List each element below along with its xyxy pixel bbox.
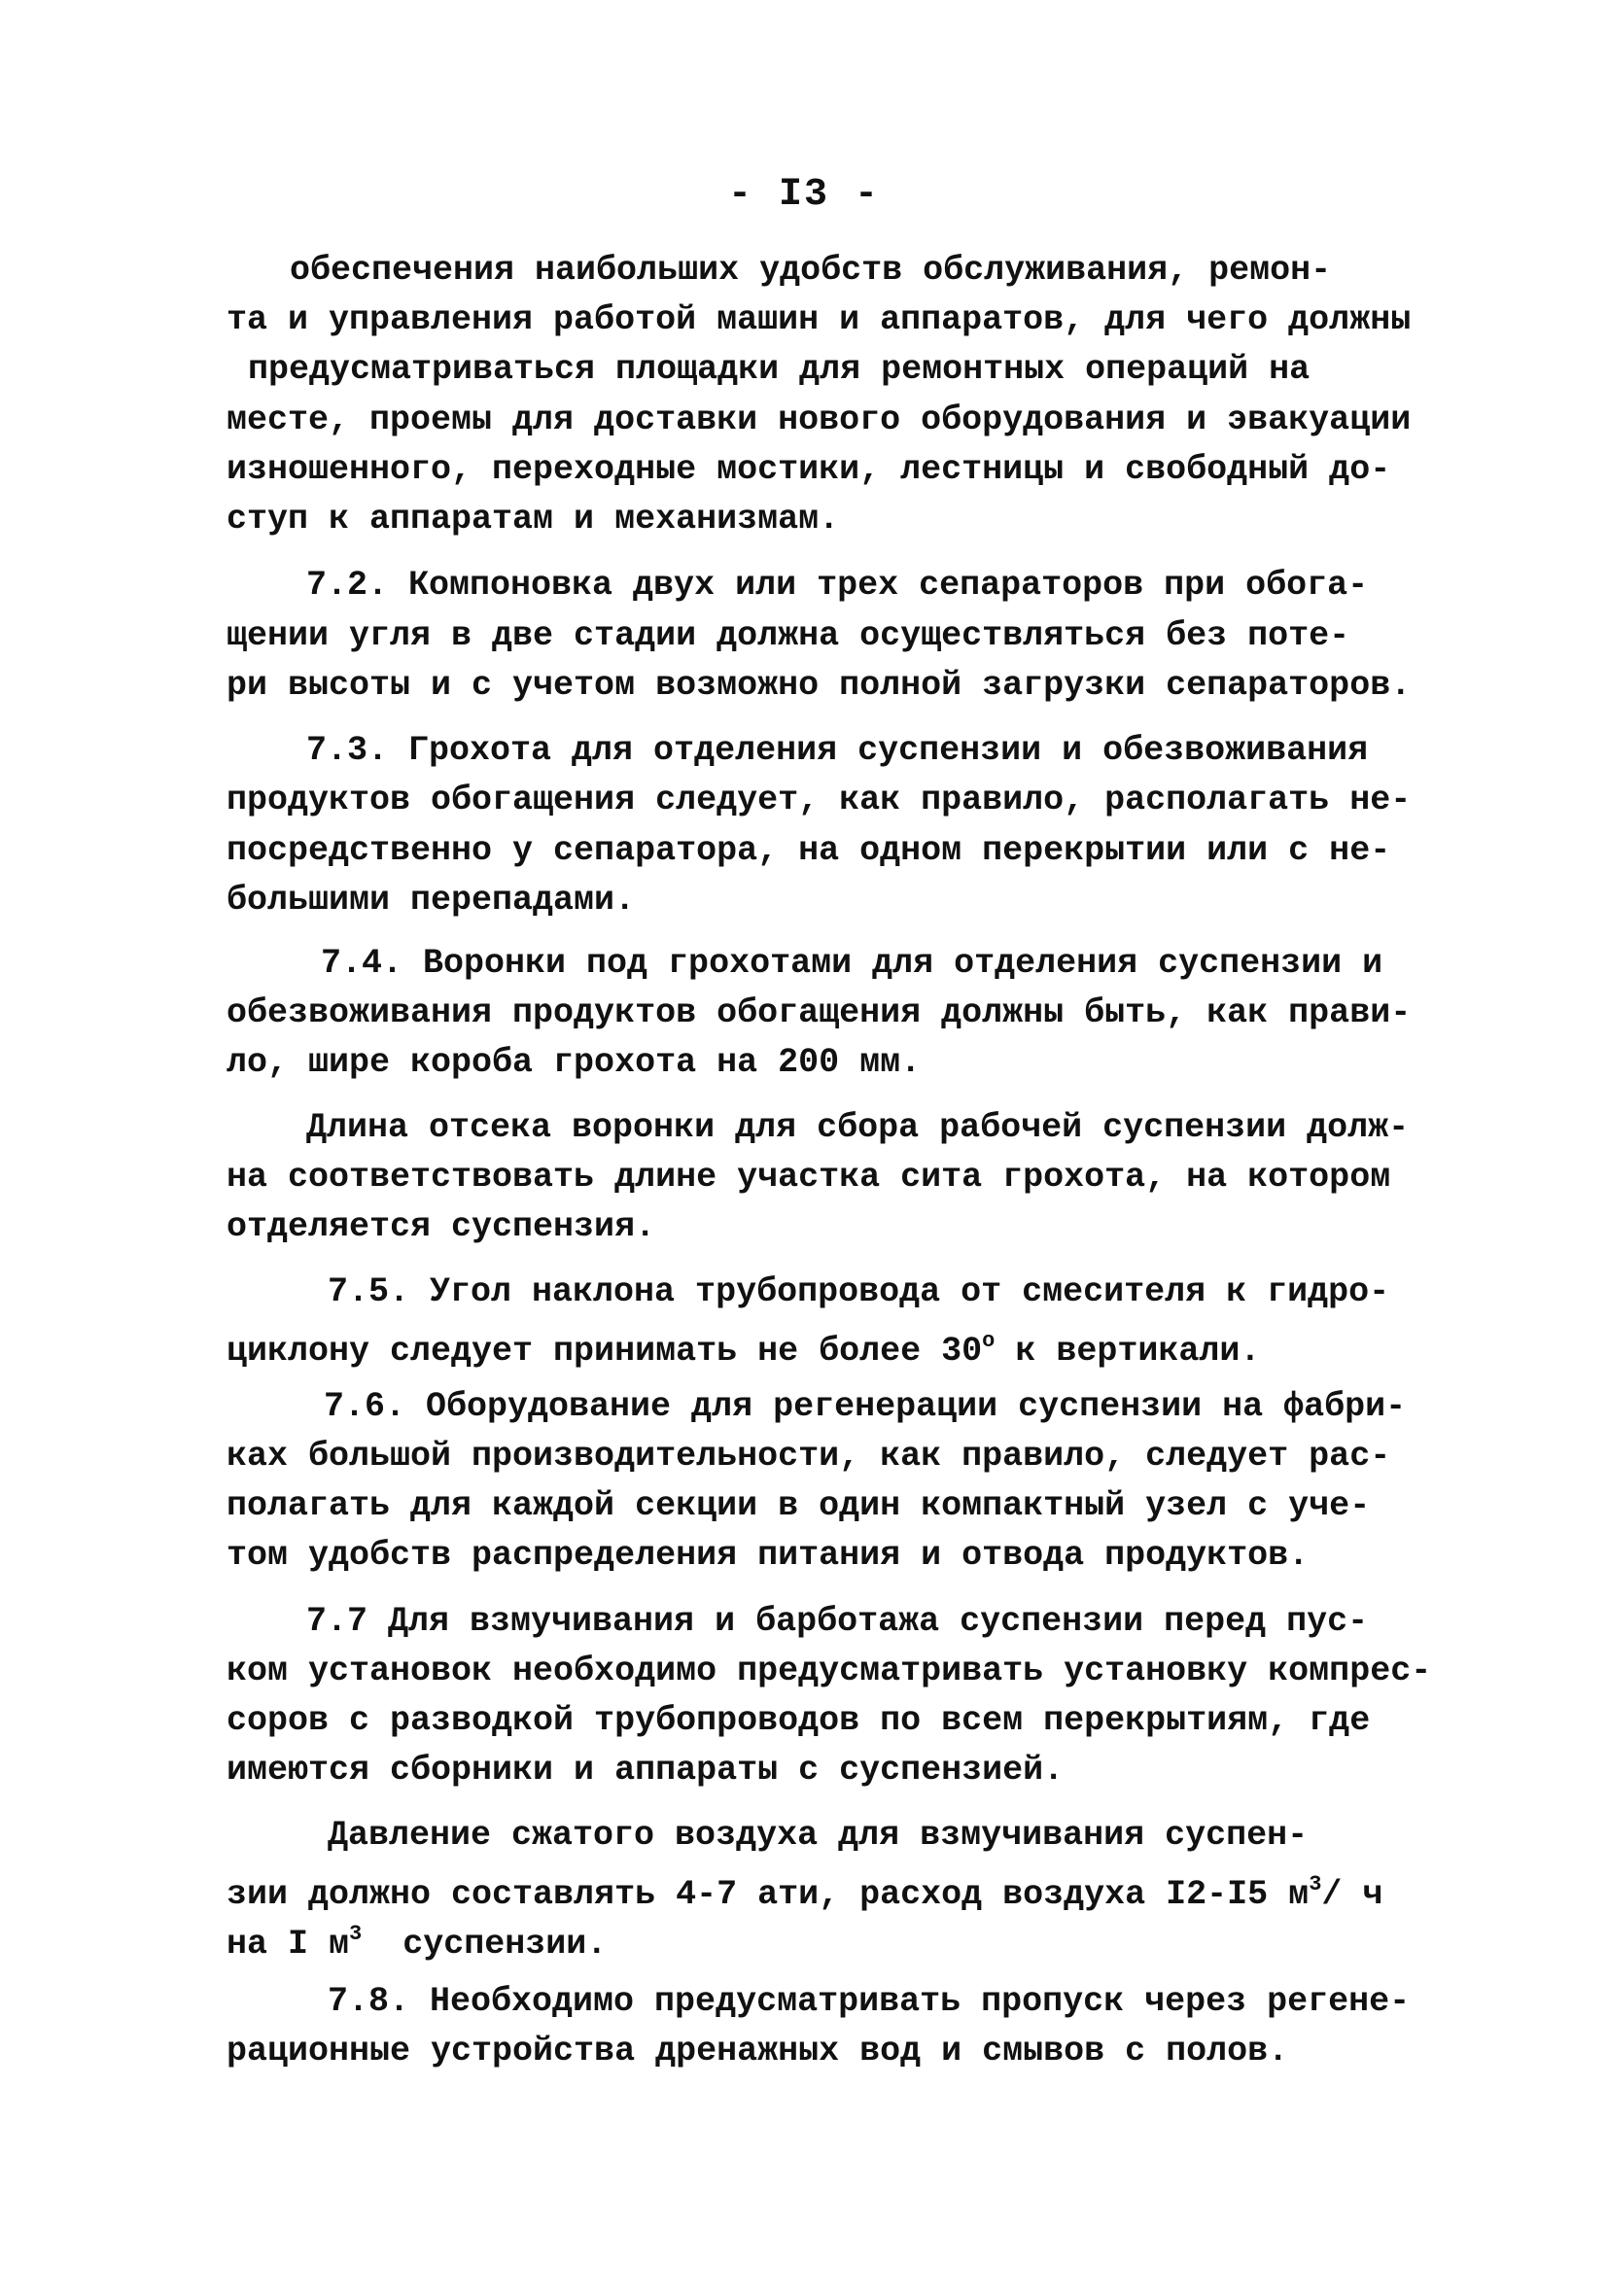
- paragraph-2-line-2: щении угля в две стадии должна осуществляться без поте-: [227, 616, 1350, 655]
- cubic-superscript-1: 3: [1309, 1872, 1322, 1896]
- paragraph-7-line-4: том удобств распределения питания и отвода продуктов.: [227, 1536, 1310, 1575]
- paragraph-8-line-3: соров с разводкой трубопроводов по всем перекрытиям, где: [227, 1701, 1371, 1740]
- paragraph-5-line-2: на соответствовать длине участка сита грохота, на котором: [227, 1158, 1391, 1197]
- paragraph-9-line-2: [227, 1865, 1382, 1914]
- paragraph-9-line-1: Давление сжатого воздуха для взмучивания суспен-: [328, 1816, 1309, 1855]
- paragraph-8-line-1: 7.7 Для взмучивания и барботажа суспензии перед пус-: [306, 1602, 1369, 1641]
- paragraph-7-line-1: 7.6. Оборудование для регенерации суспензии на фабри-: [324, 1387, 1407, 1426]
- paragraph-4-line-2: обезвоживания продуктов обогащения должны быть, как прави-: [227, 993, 1412, 1032]
- cubic-superscript-2: 3: [349, 1922, 363, 1946]
- paragraph-2-line-3: ри высоты и с учетом возможно полной загрузки сепараторов.: [227, 666, 1412, 705]
- page-number: - I3 -: [727, 173, 881, 217]
- paragraph-9-line-2-text: зии должно составлять 4-7 ати, расход воздуха I2-I5 м: [227, 1875, 1310, 1914]
- paragraph-9-line-2-tail: / ч: [1321, 1875, 1383, 1914]
- paragraph-3-line-3: посредственно у сепаратора, на одном перекрытии или с не-: [227, 831, 1391, 870]
- paragraph-6-line-1: 7.5. Угол наклона трубопровода от смесителя к гидро-: [328, 1272, 1390, 1311]
- degree-superscript: o: [982, 1329, 996, 1353]
- paragraph-10-line-1: 7.8. Необходимо предусматривать пропуск через регене-: [328, 1982, 1411, 2021]
- paragraph-3-line-2: продуктов обогащения следует, как правило, располагать не-: [227, 781, 1412, 819]
- paragraph-3-line-4: большими перепадами.: [227, 881, 636, 920]
- paragraph-1-line-6: ступ к аппаратам и механизмам.: [227, 500, 840, 539]
- paragraph-5-line-1: Длина отсека воронки для сбора рабочей суспензии долж-: [306, 1108, 1410, 1147]
- paragraph-9-line-3-text: на I м: [227, 1925, 350, 1964]
- paragraph-5-line-3: отделяется суспензия.: [227, 1207, 656, 1246]
- paragraph-7-line-2: ках большой производительности, как правило, следует рас-: [227, 1437, 1391, 1476]
- paragraph-8-line-4: имеются сборники и аппараты с суспензией.: [227, 1751, 1065, 1790]
- paragraph-8-line-2: ком установок необходимо предусматривать установку компрес-: [227, 1652, 1432, 1690]
- paragraph-1-line-3: предусматриваться площадки для ремонтных операций на: [248, 350, 1311, 389]
- paragraph-2-line-1: 7.2. Компоновка двух или трех сепараторов при обога-: [306, 566, 1369, 605]
- paragraph-6-line-2-text: циклону следует принимать не более 30: [227, 1332, 983, 1371]
- paragraph-3-line-1: 7.3. Грохота для отделения суспензии и обезвоживания: [306, 731, 1369, 770]
- paragraph-7-line-3: полагать для каждой секции в один компактный узел с уче-: [227, 1486, 1371, 1525]
- paragraph-9-line-3-tail: суспензии.: [402, 1925, 608, 1964]
- paragraph-6-line-2: [227, 1322, 1260, 1371]
- paragraph-9-line-3: [227, 1915, 607, 1964]
- paragraph-4-line-1: 7.4. Воронки под грохотами для отделения суспензии и: [321, 944, 1383, 983]
- paragraph-6-line-2-tail: к вертикали.: [1015, 1332, 1261, 1371]
- paragraph-1-line-1: обеспечения наибольших удобств обслуживания, ремон-: [290, 251, 1332, 290]
- paragraph-1-line-5: изношенного, переходные мостики, лестницы и свободный до-: [227, 450, 1391, 489]
- paragraph-1-line-4: месте, проемы для доставки нового оборудования и эвакуации: [227, 400, 1412, 439]
- paragraph-10-line-2: рационные устройства дренажных вод и смывов с полов.: [227, 2032, 1289, 2070]
- paragraph-1-line-2: та и управления работой машин и аппаратов, для чего должны: [227, 300, 1412, 339]
- paragraph-4-line-3: ло, шире короба грохота на 200 мм.: [227, 1043, 922, 1082]
